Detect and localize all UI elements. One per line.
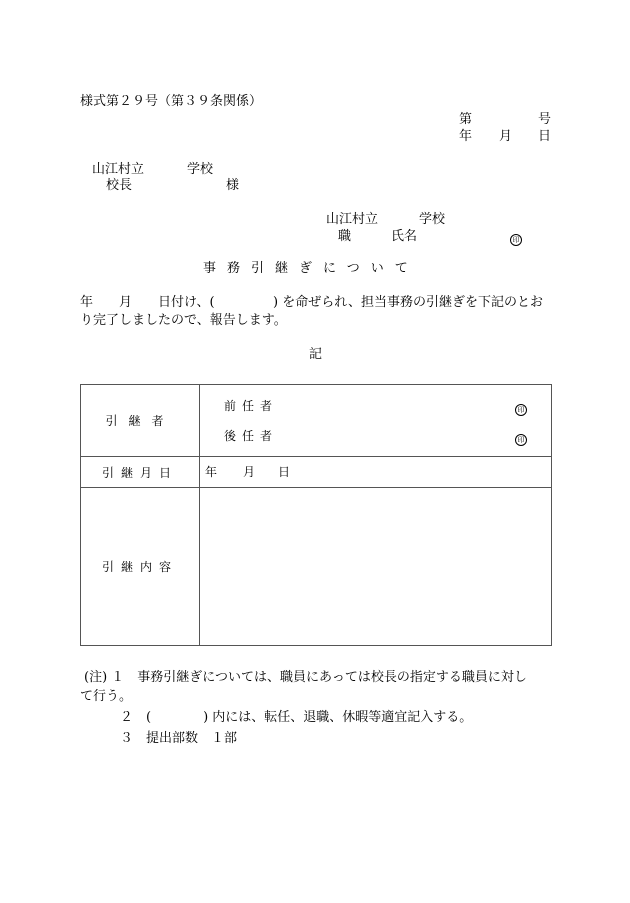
date-month: 月 [499,129,513,144]
body-text-line2: り完了しましたので、報告します。 [80,313,287,328]
note-3: ３ 提出部数 １部 [120,731,238,746]
handover-date-row [81,457,552,488]
ki-heading: 記 [309,347,323,362]
successor-label: 後任者 [224,429,279,443]
body-year: 年 [80,295,94,310]
note-2: ２ ( ) 内には、転任、退職、休暇等適宜記入する。 [120,710,473,725]
date-year: 年 [459,129,473,144]
handover-content-value-cell [200,488,552,646]
handover-persons-cell [200,385,552,457]
handover-date-year: 年 [205,465,218,479]
addressee-school: 学校 [187,162,214,177]
sender-school: 学校 [419,212,446,227]
note-1-continued: て行う。 [80,689,133,704]
document-number-suffix: 号 [538,112,552,127]
predecessor-seal-icon: 印 [515,401,527,416]
handover-label: 引継者 [105,414,175,428]
handover-date-day: 日 [278,465,291,479]
successor-seal-icon: 印 [515,431,527,446]
body-text-line1: ) を命ぜられ、担当事務の引継ぎを下記のとお [273,295,543,310]
document-number-prefix: 第 [459,112,473,127]
addressee-title: 校長 [106,178,133,193]
handover-content-row [81,488,552,646]
handover-label-cell [81,385,200,457]
note-1: (注) １ 事務引継ぎについては、職員にあっては校長の指定する職員に対し [84,670,527,685]
form-number: 様式第２９号（第３９条関係） [80,94,263,109]
document-subject: 事務引継ぎについて [203,261,419,276]
handover-row [81,385,552,457]
handover-table [80,384,552,646]
body-date-suffix: 日付け、( [158,295,215,310]
date-day: 日 [538,129,552,144]
handover-content-label-cell [81,488,200,646]
sender-seal-icon: 印 [510,231,522,247]
handover-content-label: 引継内容 [101,560,178,574]
sender-village: 山江村立 [326,212,379,227]
handover-date-value-cell [200,457,552,488]
sender-position: 職 [338,229,352,244]
addressee-honorific: 様 [226,178,240,193]
predecessor-label: 前任者 [224,399,279,413]
handover-date-month: 月 [243,465,256,479]
handover-date-label: 引継月日 [101,465,178,480]
body-month: 月 [119,295,133,310]
addressee-village: 山江村立 [92,162,145,177]
handover-date-label-cell [81,457,200,488]
sender-name-label: 氏名 [391,229,418,244]
